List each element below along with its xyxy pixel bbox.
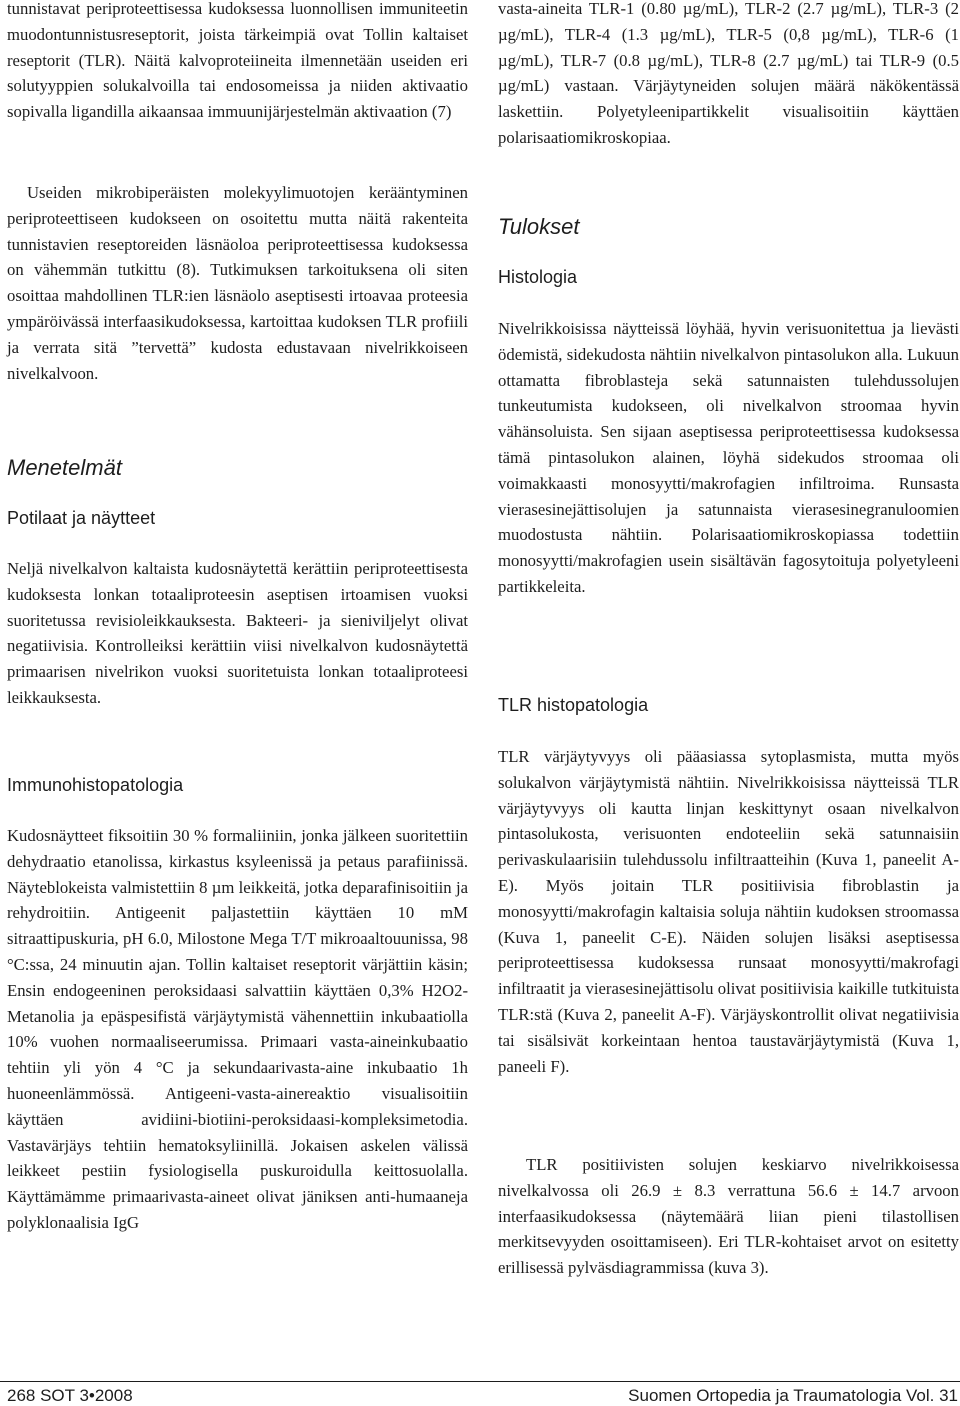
tlr-paragraph-2: TLR positiivisten solujen keskiarvo nivelrikkoisessa nivelkalvossa oli 26.9 ± 8.3 verrattuna 56.6 ± 14.7 arvoon interfaasikudoksessa (näytemäärä liian pieni tilastollisen merkitsevyyden osoittamiseen). Eri TLR-kohtaiset arvot on esitetty erillisessä pylväsdiagrammissa (kuva 3). (498, 1155, 959, 1278)
tlr-paragraph-1: TLR värjäytyvyys oli pääasiassa sytoplasmista, mutta myös solukalvon värjäytymistä nähtiin. Nivelrikkoisissa näytteissä TLR värjäytyvyys oli kautta linjan keskittynyt osaan nivelkalvon pintasolukosta, verisuonten endoteeliin sekä satunnaisiin perivaskulaarisiin tulehdussolu infiltraatteihin (Kuva 1, paneelit A-E). Myös joitain TLR positiivisia fibroblastin ja monosyytti/makrofagin kaltaisia soluja nähtiin kudoksen stroomassa (Kuva 1, paneelit C-E). Näiden solujen lisäksi aseptisessa periproteettisessa kudoksessa runsaat monosyytti/makrofagi infiltraatit ja vierasesinejättisolu olivat positiivisia kaikille tutkituista TLR:stä (Kuva 2, paneelit A-F). Värjäyskontrollit olivat negatiivisia tai sisälsivät korkeintaan hentoa taustavärjäytymistä (Kuva 1, paneeli F). (498, 747, 959, 1076)
methods-heading: Menetelmät (7, 455, 122, 480)
intro-paragraph-1: tunnistavat periproteettisessa kudoksessa luonnollisen immuniteetin muodontunnistusreseptorit, joista tärkeimpiä ovat Tollin kaltaiset reseptorit (TLR). Näitä kalvoproteiineita ilmennetään useiden eri solutyyppien solukalvoilla tai endosomeissa ja niiden aktivaatio sopivalla ligandilla aikaansaa immuunijärjestelmän aktivaation (7) (7, 0, 468, 122)
ihc-paragraph: Kudosnäytteet fiksoitiin 30 % formaliiniin, jonka jälkeen suoritettiin dehydraatio etanolissa, kirkastus ksyleenissä ja petaus parafiinissä. Näyteblokeista valmistettiin 8 µm leikkeitä, jotka deparafinisoitiin ja rehydroitiin. Antigeenit paljastettiin käyttäen 10 mM sitraattipuskuria, pH 6.0, Milostone Mega T/T mikroaaltouunissa, 98 °C:ssa, 24 minuutin ajan. Tollin kaltaiset reseptorit värjättiin käsin; Ensin endogeeninen peroksidaasi salvattiin käyttäen 0,3% H2O2-Metanolia ja epäspesifistä värjäytymistä vähennettiin inkubaatiolla 10% vuohen normaaliseerumissa. Primaari vasta-aineinkubaatio tehtiin yli yön 4 °C ja sekundaarivasta-aine inkubaatio 1h huoneenlämmössä. Antigeeni-vasta-ainereaktio visualisoitiin käyttäen avidiini-biotiini-peroksidaasi-kompleksimetodia. Vastavärjäys tehtiin hematoksyliinillä. Jokaisen askelen välissä leikkeet pestiin fysiologisella puskuroidulla keittosuolalla. Käyttämämme primaarivasta-aineet olivat jäniksen anti-humaaneja polyklonaalisia IgG (7, 826, 468, 1232)
ihc-continued-paragraph: vasta-aineita TLR-1 (0.80 µg/mL), TLR-2 (2.7 µg/mL), TLR-3 (2 µg/mL), TLR-4 (1.3 µg/mL), TLR-5 (0,8 µg/mL), TLR-6 (1 µg/mL), TLR-7 (0.8 µg/mL), TLR-8 (2.7 µg/mL) tai TLR-9 (0.5 µg/mL) vastaan. Värjäytyneiden solujen määrä näkökentässä laskettiin. Polyetyleenipartikkelit visualisoitiin käyttäen polarisaatiomikroskopiaa. (498, 0, 959, 147)
intro-paragraph-2: Useiden mikrobiperäisten molekyylimuotojen kerääntyminen periproteettiseen kudokseen on osoitettu mutta näitä rakenteita tunnistavien reseptoreiden läsnäoloa periproteettisessa kudoksessa on vähemmän tutkittu (8). Tutkimuksen tarkoituksena oli siten osoittaa mahdollinen TLR:ien läsnäolo aseptisesti irtoavaa proteesia ympäröivässä interfaasikudoksessa, kartoittaa kudoksen TLR profiili ja verrata sitä ”tervettä” kudosta edustavaan nivelrikkoiseen nivelkalvoon. (7, 183, 468, 383)
histology-heading: Histologia (498, 267, 578, 287)
results-heading: Tulokset (498, 214, 580, 239)
patients-paragraph: Neljä nivelkalvon kaltaista kudosnäytettä kerättiin periproteettisesta kudoksesta lonkan totaaliproteesin aseptisen irtoamisen vuoksi suoritetussa revisioleikkauksesta. Bakteeri- ja sieniviljelyt olivat negatiivisia. Kontrolleiksi kerättiin viisi nivelkalvon kudosnäytettä primaarisen nivelrikon vuoksi suoritetuista lonkan totaaliproteesi leikkauksesta. (7, 559, 468, 707)
footer-journal-label: Suomen Ortopedia ja Traumatologia Vol. 31 (628, 1386, 958, 1405)
page-footer (0, 1381, 960, 1405)
histology-paragraph: Nivelrikkoisissa näytteissä löyhää, hyvin verisuonitettua ja lievästi ödemistä, sidekudosta nähtiin nivelkalvon pintasolukon alla. Lukuun ottamatta fibroblasteja sekä satunnaisten tulehdussolujen tunkeutumista kudokseen, oli nivelkalvon stroomaa hyvin vähänsoluista. Sen sijaan aseptisessa periproteettisessa kudoksessa tämä pintasolukon alainen, löyhä sidekudos stroomaa oli voimakkaasti monosyytti/makrofagien infiltroima. Runsasta vierasesinejättisolujen ja satunnaista vierasesinegranuloomien muodostusta nähtiin. Polarisaatiomikroskopiassa todettiin monosyytti/makrofagien usein sisältävän fagosytoituja polyetyleeni partikkeleita. (498, 319, 959, 596)
patients-heading: Potilaat ja näytteet (7, 508, 156, 528)
ihc-heading: Immunohistopatologia (7, 775, 184, 795)
tlr-histopathology-heading: TLR histopatologia (498, 695, 649, 715)
footer-issue-label: 268 SOT 3•2008 (7, 1386, 133, 1405)
